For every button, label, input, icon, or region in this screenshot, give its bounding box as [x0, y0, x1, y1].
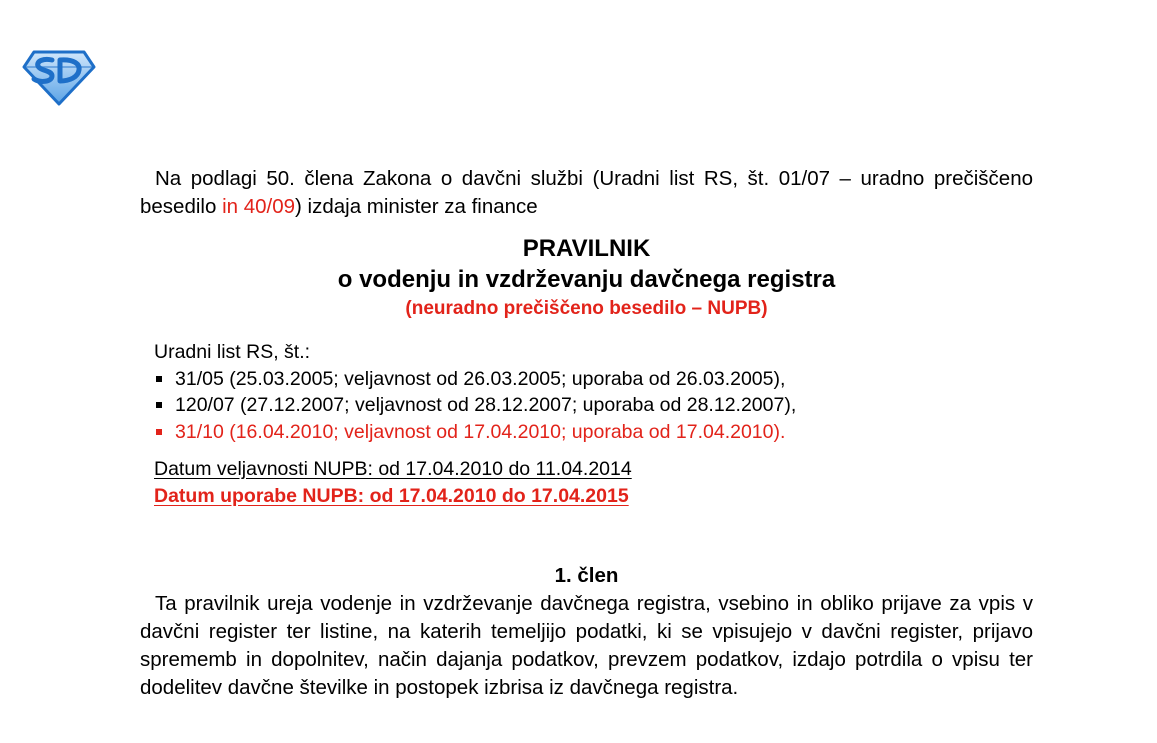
document-page: [140, 165, 1033, 702]
nupb-dates: [140, 456, 1033, 509]
square-bullet-icon: [156, 429, 162, 435]
sd-logo-icon: [22, 50, 96, 106]
gazette-heading: Uradni list RS, št.:: [154, 341, 311, 363]
gazette-item-text: 120/07 (27.12.2007; veljavnost od 28.12.2007; uporaba od 28.12.2007),: [175, 394, 797, 416]
gazette-item-text: 31/10 (16.04.2010; veljavnost od 17.04.2010; uporaba od 17.04.2010).: [175, 420, 786, 443]
document-title: [140, 233, 1033, 322]
square-bullet-icon: [156, 376, 162, 382]
intro-amendment: in 40/09: [222, 195, 296, 218]
gazette-item: [154, 419, 1033, 446]
intro-text-2: ) izdaja minister za finance: [295, 195, 538, 218]
square-bullet-icon: [156, 402, 162, 408]
gazette-item-text: 31/05 (25.03.2005; veljavnost od 26.03.2005; uporaba od 26.03.2005),: [175, 367, 786, 390]
title-main: PRAVILNIK: [522, 235, 651, 262]
validity-date: Datum veljavnosti NUPB: od 17.04.2010 do 11.04.2014: [154, 458, 632, 480]
gazette-item: [154, 366, 1033, 393]
gazette-item: [154, 392, 1033, 419]
title-note: (neuradno prečiščeno besedilo – NUPB): [405, 298, 768, 319]
intro-text-1: Na podlagi 50. člena Zakona o davčni službi (Uradni list RS, št. 01/07 – uradno prečiščeno besedilo: [140, 167, 1033, 218]
article-1-title: 1. člen: [554, 564, 619, 587]
gazette-references: [140, 339, 1033, 445]
gazette-list: [154, 366, 1033, 446]
intro-paragraph: [140, 165, 1033, 221]
article-1-body: Ta pravilnik ureja vodenje in vzdrževanje davčnega registra, vsebino in obliko prijave za vpis v davčni register ter listine, na katerih temeljijo podatki, ki se vpisujejo v davčni register, prijavo sprememb in dopolnitev, način dajanja podatkov, prevzem podatkov, izdajo potrdila o vpisu ter dodelitev davčne številke in postopek izbrisa iz davčnega registra.: [140, 592, 1033, 699]
title-subtitle: o vodenju in vzdrževanju davčnega registra: [337, 266, 836, 293]
application-date: Datum uporabe NUPB: od 17.04.2010 do 17.04.2015: [154, 484, 629, 507]
